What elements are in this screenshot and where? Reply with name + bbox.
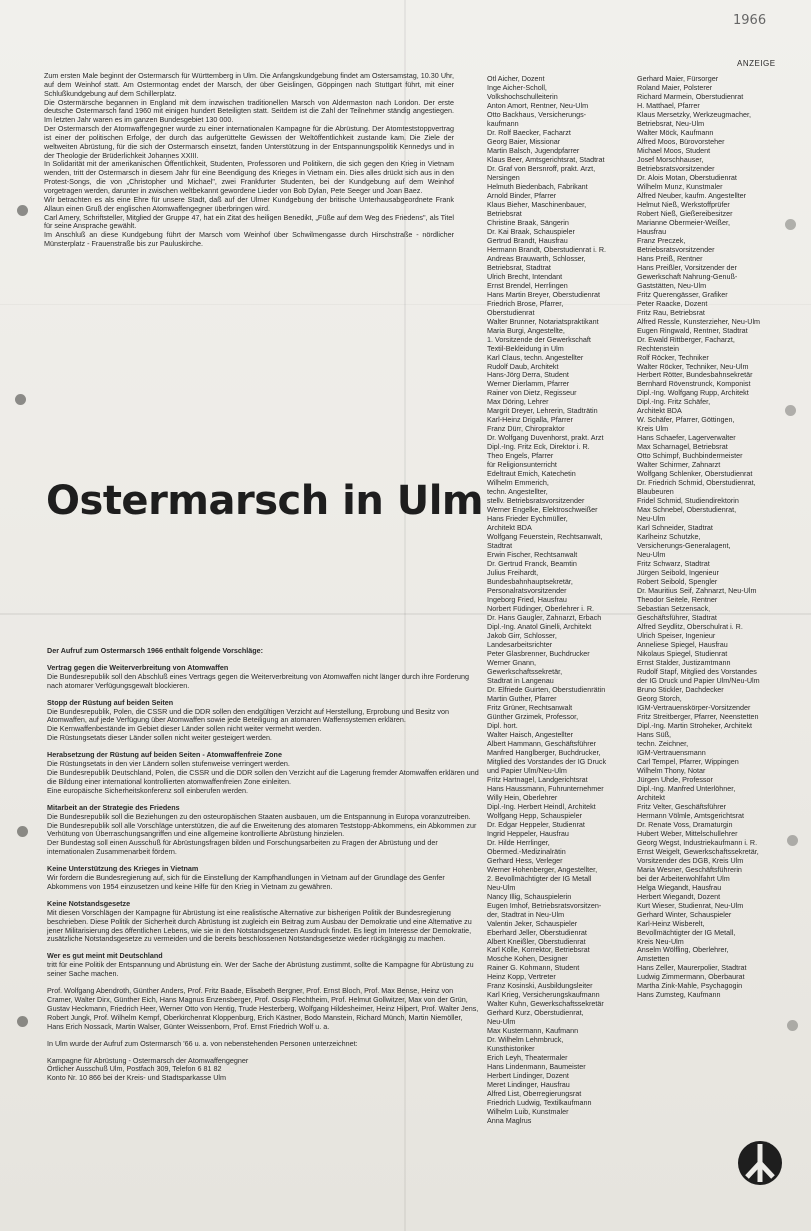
signer-line: Christine Braak, Sängerin [487, 217, 569, 227]
signer-line: Architekt BDA [487, 523, 532, 533]
signer-line: Walter Brunner, Notariatspraktikant [487, 316, 599, 326]
signer-line: bei der Arbeiterwohlfahrt Ulm [637, 873, 730, 883]
signer-line: Betriebsrat [487, 208, 522, 218]
signers-column-2 [637, 74, 807, 999]
signer-line: Kunsthistoriker [487, 1044, 535, 1054]
signer-line: Wilhelm Thony, Notar [637, 765, 706, 775]
signer-line: Rainer von Dietz, Regisseur [487, 388, 577, 398]
signer-line: und Papier Ulm/Neu-Ulm [487, 765, 567, 775]
signer-line: H. Matthael, Pfarrer [637, 100, 700, 110]
intro-paragraph: Wir betrachten es als eine Ehre für unsere Stadt, daß auf der Ulmer Kundgebung der britische Unterhausabgeordnete Frank Allaun einen Gruß der englischen Atomwaffengegner überbringen wird. [44, 194, 454, 213]
signer-line: IGM-Vertrauensmann [637, 747, 706, 757]
signer-line: Herbert Lindinger, Dozent [487, 1071, 569, 1081]
signer-line: Bruno Stickler, Dachdecker [637, 684, 724, 694]
signer-line: Dr. Edgar Heppeler, Studienrat [487, 819, 585, 829]
proposals-lead: Der Aufruf zum Ostermarsch 1966 enthält folgende Vorschläge: [47, 646, 264, 655]
signer-line: Peter Glasbrenner, Buchdrucker [487, 649, 590, 658]
signer-line: Martin Balsch, Jugendpfarrer [487, 145, 580, 155]
signer-line: Gewerkschaftssekretär, [487, 666, 563, 676]
signer-line: Martha Zink-Mahle, Psychagogin [637, 981, 743, 991]
signer-line: Alfred Ressle, Kunsterzieher, Neu-Ulm [637, 316, 761, 326]
signer-line: Karl Kölle, Korrektor, Betriebsrat [487, 945, 590, 955]
signer-line: Manfred Hanglberger, Buchdrucker, [487, 747, 601, 757]
signer-line: Neu-Ulm [487, 1017, 516, 1027]
signer-line: Karlheinz Schutzke, [637, 532, 701, 542]
signer-line: Marianne Obermeier-Weißer, [637, 217, 730, 227]
signer-line: Ingrid Heppeler, Hausfrau [487, 828, 569, 838]
punch-hole [17, 1016, 28, 1027]
section-heading: Vertrag gegen die Weiterverbreitung von Atomwaffen [47, 662, 229, 672]
address-line: Konto Nr. 10 866 bei der Kreis- und Stadtsparkasse Ulm [47, 1073, 226, 1083]
signer-line: Textil-Bekleidung in Ulm [487, 343, 564, 353]
signer-line: Maria Wesner, Geschäftsführerin [637, 864, 742, 874]
signer-line: Fritz Streitberger, Pfarrer, Neenstetten [637, 711, 759, 721]
signer-line: Dipl.-Ing. Fritz Schäfer, [637, 397, 711, 407]
signer-line: Bernhard Rövenstrunck, Komponist [637, 379, 751, 389]
signer-line: Stadtrat [487, 541, 513, 551]
section-heading: Stopp der Rüstung auf beiden Seiten [47, 697, 174, 707]
section-heading: Wer es gut meint mit Deutschland [47, 951, 163, 961]
punch-hole [17, 205, 28, 216]
signer-line: Dr. Hans Gaugler, Zahnarzt, Erbach [487, 613, 602, 623]
section-heading: Keine Unterstützung des Krieges in Vietnam [47, 864, 199, 874]
signer-line: Albert Hammann, Geschäftsführer [487, 738, 597, 748]
signer-line: Friedrich Ludwig, Textilkaufmann [487, 1098, 592, 1108]
signer-line: Fridel Schmid, Studiendirektorin [637, 496, 739, 506]
signer-line: Eberhard Jeller, Oberstudienrat [487, 927, 587, 937]
handwritten-year: 1966 [733, 13, 767, 28]
signer-line: Julius Freihardt, [487, 568, 539, 578]
signer-line: Personalratsvorsitzender [487, 586, 567, 596]
signer-line: Otto Schimpf, Buchbindermeister [637, 451, 743, 461]
signer-line: 1. Vorsitzende der Gewerkschaft [487, 334, 591, 344]
signer-line: Max Döring, Lehrer [487, 397, 549, 407]
signer-line: Georg Storch, [637, 693, 682, 703]
signer-line: Ernst Weigelt, Gewerkschaftssekretär, [637, 846, 759, 856]
signer-line: Max Schnebel, Oberstudienrat, [637, 505, 737, 515]
signer-line: techn. Zeichner, [637, 738, 689, 748]
signer-line: techn. Angestellter, [487, 487, 548, 497]
signer-line: Rainer G. Kohmann, Student [487, 963, 580, 973]
signer-line: Karl Claus, techn. Angestellter [487, 352, 584, 362]
signer-line: Hans Zeller, Maurerpolier, Stadtrat [637, 963, 747, 973]
signer-line: Oberstudienrat [487, 307, 535, 317]
signer-line: Karl Schneider, Stadtrat [637, 523, 713, 533]
signer-line: Roland Maier, Polsterer [637, 82, 713, 92]
signer-line: Karl-Heinz Drigalla, Pfarrer [487, 415, 573, 425]
signer-line: Georg Wegst, Industriekaufmann i. R. [637, 837, 758, 847]
signer-line: Fritz Grüner, Rechtsanwalt [487, 702, 573, 712]
signer-line: Otto Backhaus, Versicherungs- [487, 109, 587, 119]
signer-line: Eugen Ringwald, Rentner, Stadtrat [637, 325, 748, 335]
signer-line: Hermann Brandt, Oberstudienrat i. R. [487, 244, 607, 254]
signer-line: Nersingen [487, 172, 520, 182]
signer-line: Josef Morschhauser, [637, 154, 704, 164]
signer-line: Stadtrat in Langenau [487, 675, 554, 685]
signer-line: Robert Nieß, Gießereibesitzer [637, 208, 733, 218]
signer-line: Walter Röcker, Techniker, Neu-Ulm [637, 361, 749, 371]
signer-line: Landesarbeitsrichter [487, 640, 553, 649]
signer-line: Walter Schirmer, Zahnarzt [637, 460, 721, 470]
signer-line: 2. Bevollmächtigter der IG Metall [487, 873, 592, 883]
signer-line: Gerhard Kurz, Oberstudienrat, [487, 1008, 584, 1018]
signer-line: Alfred Seydlitz, Oberschulrat i. R. [637, 622, 743, 632]
signer-line: Edeltraut Emich, Katechetin [487, 469, 576, 479]
signer-line: Franz Kosinski, Ausbildungsleiter [487, 981, 593, 991]
signer-line: Hans Martin Breyer, Oberstudienrat [487, 289, 601, 299]
signer-line: Walter Möck, Kaufmann [637, 127, 714, 137]
signers-column-1 [487, 74, 657, 1125]
signer-line: Dipl.-Ing. Manfred Unterlöhner, [637, 783, 736, 793]
signer-line: Karl Krieg, Versicherungskaufmann [487, 990, 600, 1000]
signer-line: Rudolf Daub, Architekt [487, 361, 559, 371]
section-heading: Herabsetzung der Rüstung auf beiden Seiten - Atomwaffenfreie Zone [47, 750, 282, 760]
signer-line: Kurt Wieser, Studienrat, Neu-Ulm [637, 900, 744, 910]
intro-paragraph: Die Ostermärsche begannen in England mit dem inzwischen traditionellen Marsch von Aldermaston nach London. Der erste deutsche Ostermarsch fand 1960 mit einigen hundert Beteiligten statt. Seitdem ist die Zahl der Teilnehmer ständig angestiegen. Im letzten Jahr waren es im ganzen Bundesgebiet 130 000. [44, 97, 454, 125]
signer-line: Helmuth Biedenbach, Fabrikant [487, 181, 588, 191]
signer-line: Georg Baier, Missionar [487, 136, 561, 146]
signer-line: Ulrich Speiser, Ingenieur [637, 631, 716, 641]
signer-line: Franz Dürr, Chiropraktor [487, 424, 565, 434]
signer-line: Meret Lindinger, Hausfrau [487, 1080, 570, 1090]
signer-line: Hans Lindenmann, Baumeister [487, 1062, 586, 1072]
signer-line: Dr. Renate Voss, Dramaturgin [637, 819, 733, 829]
signer-line: Ludwig Zimmermann, Oberbaurat [637, 972, 745, 982]
signer-line: Maria Burgi, Angestellte, [487, 325, 565, 335]
signer-line: Albert Kneißler, Oberstudienrat [487, 936, 586, 946]
intro-paragraph: Carl Amery, Schriftsteller, Mitglied der Gruppe 47, hat ein Zitat des heiligen Benedikt, „Füße auf dem Weg des Friedens", als Titel für seine Ansprache gewählt. [44, 212, 454, 231]
signer-line: Herbert Wiegandt, Dozent [637, 891, 721, 901]
signer-line: Fritz Rau, Betriebsrat [637, 307, 705, 317]
signer-line: Dr. Wolfgang Duvenhorst, prakt. Arzt [487, 433, 604, 443]
signer-line: Gerhard Hess, Verleger [487, 855, 563, 865]
signer-line: stellv. Betriebsratsvorsitzender [487, 496, 585, 506]
signer-line: Max Kustermann, Kaufmann [487, 1026, 579, 1036]
signer-line: Werner Dierlamm, Pfarrer [487, 379, 570, 389]
signer-line: Anna Maglrus [487, 1116, 532, 1126]
signer-line: Betriebsratsvorsitzender [637, 244, 715, 254]
signer-line: Neu-Ulm [487, 882, 516, 892]
signer-line: Neu-Ulm [637, 550, 666, 560]
signer-line: Nancy Illig, Schauspielerin [487, 891, 572, 901]
section-body: Die Bundesrepublik soll alle Vorschläge unterstützen, die auf die Erweiterung des atomaren Teststopp-Abkommens, ein Abkommen zur Verhütung von Überraschungsangriffen und eine allgemeine kontrollierte Abrüstung hinzielen. [47, 820, 477, 839]
signer-line: Valentin Jeker, Schauspieler [487, 918, 578, 928]
section-body: Wir fordern die Bundesregierung auf, sich für die Einstellung der Kampfhandlungen in Vietnam auf der Grundlage des Genfer Abkommens von 1954 einzusetzen und keine Hilfe für den Krieg in Vietnam zu gewähren. [47, 873, 445, 891]
signer-line: Rolf Röcker, Techniker [637, 352, 709, 362]
signer-line: Dipl.-Ing. Anatol Ginelli, Architekt [487, 622, 592, 632]
signer-line: Wilhelm Luib, Kunstmaler [487, 1107, 569, 1117]
signer-line: Neu-Ulm [637, 514, 666, 524]
professors-list: Prof. Wolfgang Abendroth, Günther Anders, Prof. Fritz Baade, Elisabeth Bergner, Prof. Ernst Bloch, Prof. Max Bense, Heinz von Cramer, Walter Dirx, Günther Eich, Hans Magnus Enzensberger, Prof. Ossip Flechtheim, Prof. Helmut Gollwitzer, Max von der Grün, Gustav Heckmann, Friedrich Heer, Werner Otto von Hentig, Trude Hesterberg, Wolfgang Hildesheimer, Heinz Hilpert, Prof. Walter Jens, Robert Jungk, Prof. Wilhelm Kempf, Oberkirchenrat Kloppenburg, Erich Kästner, Bodo Manstein, Richard Münch, Martin Niemöller, Hans Erich Nossack, Martin Walser, Günter Weissenborn, Prof. Ernst Friedrich Wolf u. a. [47, 986, 479, 1031]
section-body: Die Bundesrepublik soll die Beziehungen zu den osteuropäischen Staaten ausbauen, um die Entspannung in Europa voranzutreiben. [47, 811, 471, 821]
address-line: Örtlicher Ausschuß Ulm, Postfach 309, Telefon 6 81 82 [47, 1064, 222, 1074]
signer-line: kaufmann [487, 118, 519, 128]
signer-line: Betriebsrat, Stadtrat [487, 262, 551, 272]
signer-line: Peter Raacke, Dozent [637, 298, 708, 308]
signer-line: Amstetten [637, 954, 670, 964]
signer-line: Anton Amort, Rentner, Neu-Ulm [487, 100, 589, 110]
signer-line: Betriebsratsvorsitzender [637, 163, 715, 173]
signer-line: Karl-Heinz Wisberelt, [637, 918, 705, 928]
signer-line: der IG Druck und Papier Ulm/Neu-Ulm [637, 675, 760, 685]
signer-line: Gerhard Winter, Schauspieler [637, 909, 732, 919]
proposals-text [47, 647, 479, 1083]
section-body: Die Bundesrepublik Deutschland, Polen, die CSSR und die DDR sollen den Verzicht auf die Lagerung fremder Atomwaffen erklären und die Bildung einer international kontrollierten atomwaffenfreien Zone einleiten. [47, 767, 479, 786]
signer-line: Klaus Bieher, Maschinenbauer, [487, 199, 587, 209]
signer-line: Mitglied des Vorstandes der IG Druck [487, 756, 607, 766]
signer-line: Andreas Brauwarth, Schlosser, [487, 253, 586, 263]
signer-line: Anselm Wölfling, Oberlehrer, [637, 945, 729, 955]
signer-line: Friedrich Brose, Pfarrer, [487, 298, 564, 308]
signer-line: Günther Grzimek, Professor, [487, 711, 579, 721]
signer-line: Vorsitzender des DGB, Kreis Ulm [637, 855, 744, 865]
signer-line: Werner Engelke, Elektroschweißer [487, 505, 598, 515]
signer-line: Sebastian Setzensack, [637, 604, 711, 614]
signer-line: Dr. Ewald Rittberger, Facharzt, [637, 334, 735, 344]
page-title: Ostermarsch in Ulm [46, 478, 484, 524]
signer-line: Dipl. hort. [487, 720, 518, 730]
signer-line: Obermed.-Medizinalrätin [487, 846, 566, 856]
punch-hole [787, 1020, 798, 1031]
signer-line: Versicherungs-Generalagent, [637, 541, 731, 551]
signer-line: Kreis Neu-Ulm [637, 936, 684, 946]
signer-line: Margrit Dreyer, Lehrerin, Stadträtin [487, 406, 598, 416]
signer-line: Klaus Mersetzky, Werkzeugmacher, [637, 109, 751, 119]
signer-line: Erich Leyh, Theatermaler [487, 1053, 568, 1063]
signer-line: Blaubeuren [637, 487, 674, 497]
signer-line: Hans Haussmann, Fuhrunternehmer [487, 783, 604, 793]
section-body: Eine europäische Sicherheitskonferenz soll einberufen werden. [47, 785, 248, 795]
address-line: Kampagne für Abrüstung - Ostermarsch der Atomwaffengegner [47, 1055, 249, 1065]
section-body: Die Bundesrepublik, Polen, die CSSR und die DDR sollen den endgültigen Verzicht auf Herstellung, Erprobung und Besitz von Atomwaffen, auf jede Verfügung über Atomwaffen sowie jede Beteiligung an atomaren Waffensystemen erklären. [47, 706, 449, 725]
signer-line: Dr. Wilhelm Lehmbruck, [487, 1035, 564, 1045]
signer-line: Hans Süß, [637, 729, 671, 739]
signer-line: Rechtenstein [637, 343, 679, 353]
signer-line: Hans Preiß, Rentner [637, 253, 703, 263]
signer-line: Hans Schaefer, Lagerverwalter [637, 433, 736, 443]
signer-line: Hausfrau [637, 226, 667, 236]
signer-line: Hans Frieder Eychmüller, [487, 514, 568, 524]
signer-line: Wolfgang Feuerstein, Rechtsanwalt, [487, 532, 603, 542]
signer-line: Erwin Fischer, Rechtsanwalt [487, 550, 578, 560]
signer-line: Dr. Mauritius Seif, Zahnarzt, Neu-Ulm [637, 586, 757, 596]
signer-line: Rudolf Stapf, Mitglied des Vorstandes [637, 666, 757, 676]
signer-line: Theo Engels, Pfarrer [487, 451, 554, 461]
signer-line: Gewerkschaft Nahrung-Genuß- [637, 271, 738, 281]
signer-line: Wolfgang Schlenker, Oberstudienrat [637, 469, 753, 479]
signer-line: Dr. Gertrud Franck, Beamtin [487, 559, 577, 569]
signer-line: Richard Marmein, Oberstudienrat [637, 91, 744, 101]
signer-line: Walter Kuhn, Gewerkschaftssekretär [487, 999, 604, 1009]
signer-line: Geschäftsführer, Stadtrat [637, 613, 717, 623]
signer-line: Theodor Seitele, Rentner [637, 595, 718, 605]
ad-label: ANZEIGE [737, 59, 776, 68]
intro-paragraph: Im Anschluß an diese Kundgebung führt der Marsch vom Weinhof über Schwilmengasse durch Hirschstraße - nördlicher Münsterplatz - Frauenstraße bis zur Pauluskirche. [44, 230, 454, 249]
signer-line: Walter Haisch, Angestellter [487, 729, 574, 739]
signer-line: Norbert Füdinger, Oberlehrer i. R. [487, 604, 595, 614]
section-heading: Mitarbeit an der Strategie des Friedens [47, 802, 180, 812]
signer-line: Jürgen Uhde, Professor [637, 774, 713, 784]
section-body: Mit diesen Vorschlägen der Kampagne für Abrüstung ist eine realistische Alternative zur bisherigen Politik der Bundesregierung beschrieben. Diese Politik der Sicherheit durch Abrüstung ist zugleich ein Beitrag zum Ausbau der Demokratie und eine Alternative zu jener Militarisierung des öffentlichen Lebens, wie sie in den Notstandsgesetzen Ausdruck findet. Es liegt im Interesse der Demokratie, zusätzliche Notstandsgesetze zu vermeiden und die bereits beschlossenen Notstandsgesetze wieder rückgängig zu machen. [47, 907, 472, 944]
signer-line: Wilhelm Emmerich, [487, 478, 549, 488]
signer-line: Mosche Kohen, Designer [487, 954, 568, 964]
signer-line: Dr. Alois Motan, Oberstudienrat [637, 172, 737, 182]
signer-line: Fritz Hartnagel, Landgerichtsrat [487, 774, 588, 784]
signer-line: Eugen Imhof, Betriebsratsvorsitzen- [487, 900, 602, 910]
signer-line: Dipl.-Ing. Fritz Eck, Direktor i. R. [487, 442, 590, 452]
section-body: Der Bundestag soll einen Ausschuß für Abrüstungsfragen bilden und Forschungsarbeiten zu Fragen der Abrüstung und der internationalen Zusammenarbeit fördern. [47, 838, 438, 857]
signer-line: Willy Hein, Oberlehrer [487, 792, 558, 802]
signer-line: Ulrich Brecht, Intendant [487, 271, 563, 281]
signer-line: Klaus Beer, Amtsgerichtsrat, Stadtrat [487, 154, 605, 164]
signer-line: Dr. Rolf Baecker, Facharzt [487, 127, 571, 137]
punch-hole [15, 394, 26, 405]
section-body: tritt für eine Politik der Entspannung und Abrüstung ein. Wer der Sache der Abrüstung zustimmt, sollte die Kampagne für Abrüstung zu seiner Sache machen. [47, 960, 474, 979]
signer-line: Werner Gnann, [487, 657, 537, 667]
signer-line: Carl Tempel, Pfarrer, Wippingen [637, 756, 739, 766]
section-body: Die Rüstungsetats in den vier Ländern sollen stufenweise verringert werden. [47, 759, 290, 769]
signer-line: Ernst Stalder, Justizamtmann [637, 657, 731, 667]
signer-line: Fritz Schwarz, Stadtrat [637, 559, 710, 569]
signer-line: Kreis Ulm [637, 424, 669, 434]
signer-line: Anneliese Spiegel, Hausfrau [637, 640, 728, 649]
signer-line: Dr. Hilde Herrlinger, [487, 837, 550, 847]
signer-line: Hans Zumsteg, Kaufmann [637, 990, 721, 1000]
signer-line: Alfred Neuber, kaufm. Angestellter [637, 190, 747, 200]
signer-line: Dipl.-Ing. Herbert Heindl, Architekt [487, 801, 596, 811]
address-block [47, 1057, 479, 1084]
signer-line: Heinz Kopp, Vertreter [487, 972, 556, 982]
peace-symbol-icon [737, 1140, 783, 1186]
signer-line: Betriebsrat, Neu-Ulm [637, 118, 705, 128]
signer-line: Fritz Velter, Geschäftsführer [637, 801, 727, 811]
signer-line: Herbert Rötter, Bundesbahnsekretär [637, 370, 753, 380]
signer-line: Dr. Graf von Bersnroff, prakt. Arzt, [487, 163, 596, 173]
signer-line: Inge Aicher-Scholl, [487, 82, 547, 92]
intro-paragraph: Der Ostermarsch der Atomwaffengegner wurde zu einer internationalen Kampagne für die Abrüstung. Der Atomteststoppvertrag ist einer der politischen Erfolge, der durch das aufgerüttelte Gewissen der Weltöffentlichkeit zustande kam. Die Ziele der weltweiten Abrüstung, für die sich der Ostermarsch einsetzt, fanden Unterstützung in der Entspannungspolitik Kennedys und in der Theologie der Brüderlichkeit Johannes XXIII. [44, 124, 454, 160]
signer-line: Jakob Girr, Schlosser, [487, 631, 557, 641]
punch-hole [17, 826, 28, 837]
signer-line: Michael Moos, Student [637, 145, 711, 155]
signer-line: Helga Wiegandt, Hausfrau [637, 882, 722, 892]
signer-line: Ingeborg Fried, Hausfrau [487, 595, 567, 605]
signer-line: Dipl.-Ing. Wolfgang Rupp, Architekt [637, 388, 749, 398]
signer-line: Gerhard Maier, Fürsorger [637, 74, 719, 83]
signer-line: Hermann Völmle, Amtsgerichtsrat [637, 810, 745, 820]
signer-line: Hubert Weber, Mittelschullehrer [637, 828, 738, 838]
section-heading: Keine Notstandsgesetze [47, 898, 131, 908]
intro-text [44, 72, 454, 249]
signer-line: der, Stadtrat in Neu-Ulm [487, 909, 565, 919]
signer-line: Wolfgang Hepp, Schauspieler [487, 810, 582, 820]
signer-line: Jürgen Seibold, Ingenieur [637, 568, 719, 578]
intro-paragraph: Zum ersten Male beginnt der Ostermarsch für Württemberg in Ulm. Die Anfangskundgebung findet am Ostersamstag, 10.30 Uhr, auf dem Weinhof statt. Am Ostermontag endet der Marsch, der über Geislingen, Göppingen nach Stuttgart führt, mit einer Schlußkundgebung auf dem Schillerplatz. [44, 71, 454, 98]
signer-line: Dr. Elfriede Guirten, Oberstudienrätin [487, 684, 606, 694]
signer-line: Gaststätten, Neu-Ulm [637, 280, 707, 290]
signer-line: Werner Hohenberger, Angestellter, [487, 864, 598, 874]
section-body: Die Kernwaffenbestände im Gebiet dieser Länder sollen nicht weiter vermehrt werden. [47, 724, 322, 734]
signer-line: IGM-Vertrauenskörper-Vorsitzender [637, 702, 751, 712]
signer-line: Hans-Jörg Derra, Student [487, 370, 569, 380]
signer-line: Ernst Brendel, Herrlingen [487, 280, 568, 290]
signer-line: Volkshochschulleiterin [487, 91, 558, 101]
signer-line: Robert Seibold, Spengler [637, 577, 718, 587]
closing-line: In Ulm wurde der Aufruf zum Ostermarsch '66 u. a. von nebenstehenden Personen unterzeichnet: [47, 1038, 358, 1048]
signer-line: Wilhelm Munz, Kunstmaler [637, 181, 723, 191]
signer-line: für Religionsunterricht [487, 460, 557, 470]
signer-line: Dr. Friedrich Schmid, Oberstudienrat, [637, 478, 756, 488]
signer-line: Dipl.-Ing. Martin Stroheker, Architekt [637, 720, 753, 730]
section-body: Die Rüstungsetats dieser Länder sollen nicht weiter gesteigert werden. [47, 733, 272, 743]
section-body: Die Bundesrepublik soll den Abschluß eines Vertrags gegen die Weiterverbreitung von Atomwaffen nicht länger durch ihre Forderung nach atomarer Verfügungsgewalt blockieren. [47, 671, 470, 690]
signer-line: W. Schäfer, Pfarrer, Göttingen, [637, 415, 735, 425]
signer-line: Otl Aicher, Dozent [487, 74, 545, 83]
signer-line: Fritz Querengässer, Grafiker [637, 289, 728, 299]
signer-line: Arnold Binder, Pfarrer [487, 190, 557, 200]
signer-line: Hans Preißler, Vorsitzender der [637, 262, 737, 272]
signer-line: Helmut Nieß, Werkstoffprüfer [637, 199, 730, 209]
signer-line: Architekt [637, 792, 665, 802]
signer-line: Franz Preczek, [637, 235, 686, 245]
signer-line: Bevollmächtigter der IG Metall, [637, 927, 736, 937]
signer-line: Alfred Moos, Bürovorsteher [637, 136, 725, 146]
signer-line: Bundesbahnhauptsekretär, [487, 577, 573, 587]
signer-line: Max Scharnagel, Betriebsrat [637, 442, 728, 452]
signer-line: Dr. Kai Braak, Schauspieler [487, 226, 575, 236]
signer-line: Architekt BDA [637, 406, 682, 416]
signer-line: Gertrud Brandt, Hausfrau [487, 235, 568, 245]
signer-line: Martin Guther, Pfarrer [487, 693, 557, 703]
intro-paragraph: In Solidarität mit der amerikanischen Öffentlichkeit, Studenten, Professoren und Politikern, die sich gegen den Krieg in Vietnam wenden, tritt der Ostermarsch in diesem Jahr für eine Beendigung des Krieges in Vietnam ein. Dies alles drückt sich aus in den Protest-Songs, die von „Christopher und Michael", zwei Frankfurter Studenten, bei der Kundgebung auf dem Weinhof vorgetragen werden, darunter in zwischen weltbekannt gewordene Lieder von Bob Dylan, Pete Seeger und Joan Baez. [44, 159, 454, 195]
signer-line: Nikolaus Spiegel, Studienrat [637, 649, 728, 658]
signer-line: Alfred List, Oberregierungsrat [487, 1089, 582, 1099]
